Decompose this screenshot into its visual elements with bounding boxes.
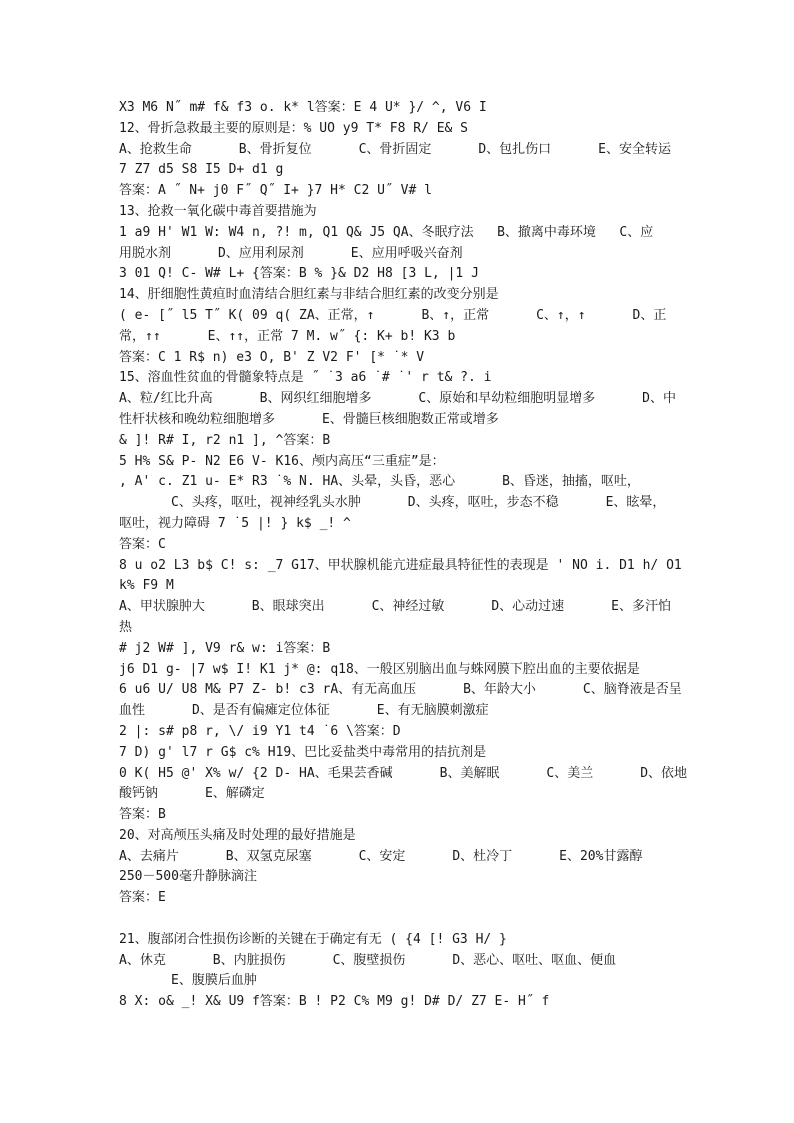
text-line: 答案：B (119, 807, 166, 823)
text-line: , A' c. Z1 u- E* R3 ˙% N. HA、头晕，头昏，恶心 B、昏迷，抽搐，呕吐， (119, 474, 640, 490)
text-line: 7 Z7 d5 S8 I5 D+ d1 g (119, 162, 284, 178)
text-line: 14、肝细胞性黄疸时血清结合胆红素与非结合胆红素的改变分别是 (119, 287, 499, 303)
text-line: 答案：C 1 R$ n) e3 O, B' Z V2 F' [* ˙* V (119, 349, 425, 365)
text-line: j6 D1 g- |7 w$ I! K1 j* @: q18、一般区别脑出血与蛛网膜下腔出血的主要依据是 (119, 661, 640, 677)
text-line: 12、骨折急救最主要的原则是：% UO y9 T* F8 R/ E& S (119, 120, 469, 136)
text-line: # j2 W# ], V9 r& w: i答案：B (119, 640, 331, 656)
text-line: 8 u o2 L3 b$ C! s: _7 G17、甲状腺机能亢进症最具特征性的表现是 ' NO i. D1 h/ O1 (119, 557, 682, 573)
text-line: & ]! R# I, r2 n1 ], ^答案：B (119, 432, 331, 448)
text-line: 6 u6 U/ U8 M& P7 Z- b! c3 rA、有无高血压 B、年龄大小 C、脑脊液是否呈 (119, 682, 682, 698)
text-line: 答案：C (119, 536, 166, 552)
text-line: X3 M6 N˝ m# f& f3 o. k* l答案：E 4 U* }/ ^, V6 I (119, 100, 487, 115)
text-line: 2 |: s# p8 r, \/ i9 Y1 t4 ˙6 \答案：D (119, 723, 401, 739)
text-line: 性杆状核和晚幼粒细胞增多 E、骨髓巨核细胞数正常或增多 (119, 411, 499, 427)
text-line: A、甲状腺肿大 B、眼球突出 C、神经过敏 D、心动过速 E、多汗怕 (119, 599, 671, 615)
text-line: 常，↑↑ E、↑↑，正常 7 M. w˝ {: K+ b! K3 b (119, 328, 456, 344)
text-line: k% F9 M (119, 578, 174, 594)
text-line: 热 (119, 619, 133, 635)
text-line: 13、抢救一氧化碳中毒首要措施为 (119, 203, 317, 219)
text-line: 答案：A ˝ N+ j0 F˝ Q˝ I+ }7 H* C2 U˝ V# l (119, 183, 432, 199)
text-line: A、休克 B、内脏损伤 C、腹壁损伤 D、恶心、呕吐、呕血、便血 (119, 952, 617, 968)
text-line: 用脱水剂 D、应用利尿剂 E、应用呼吸兴奋剂 (119, 245, 463, 261)
text-line: 酸钙钠 E、解磷定 (119, 786, 265, 802)
text-line: C、头疼，呕吐，视神经乳头水肿 D、头疼，呕吐，步态不稳 E、眩晕， (171, 495, 666, 511)
text-line: A、去痛片 B、双氢克尿塞 C、安定 D、杜冷丁 E、20%甘露醇 (119, 848, 643, 864)
document-body (119, 98, 688, 1013)
text-line: 1 a9 H' W1 W: W4 n, ?! m, Q1 Q& J5 QA、冬眠疗法 B、撤离中毒环境 C、应 (119, 224, 654, 240)
text-line: 3 01 Q! C- W# L+ {答案：B % }& D2 H8 [3 L, |1 J (119, 266, 479, 282)
text-line: 15、溶血性贫血的骨髓象特点是 ˝ ˙3 a6 ˙# ˙' r t& ?. i (119, 370, 492, 386)
text-line: 7 D) g' l7 r G$ c% H19、巴比妥盐类中毒常用的拮抗剂是 (119, 744, 487, 760)
text-line: 8 X: o& _! X& U9 f答案：B ! P2 C% M9 g! D# D/ Z7 E- H˝ f (119, 994, 550, 1010)
text-line: 20、对高颅压头痛及时处理的最好措施是 (119, 827, 356, 843)
text-line: A、粒/红比升高 B、网织红细胞增多 C、原始和早幼粒细胞明显增多 D、中 (119, 391, 677, 407)
text-line: E、腹膜后血肿 (171, 973, 257, 989)
text-line: 21、腹部闭合性损伤诊断的关键在于确定有无 ( {4 [! G3 H/ } (119, 931, 507, 947)
text-line: 答案：E (119, 890, 166, 906)
blank-line (119, 909, 679, 930)
text-line: 5 H% S& P- N2 E6 V- K16、颅内高压“三重症”是： (119, 453, 445, 469)
text-line: 0 K( H5 @' X% w/ {2 D- HA、毛果芸香碱 B、美解眠 C、美兰 D、依地 (119, 765, 688, 781)
text-line: 呕吐，视力障碍 7 ˙5 |! } k$ _! ^ (119, 515, 351, 531)
text-line: A、抢救生命 B、骨折复位 C、骨折固定 D、包扎伤口 E、安全转运 (119, 141, 671, 157)
text-line: 血性 D、是否有偏瘫定位体征 E、有无脑膜刺激症 (119, 703, 489, 719)
text-line: ( e- [˝ l5 T˝ K( 09 q( ZA、正常，↑ B、↑，正常 C、↑，↑ D、正 (119, 307, 667, 323)
text-line: 250－500毫升静脉滴注 (119, 869, 257, 885)
